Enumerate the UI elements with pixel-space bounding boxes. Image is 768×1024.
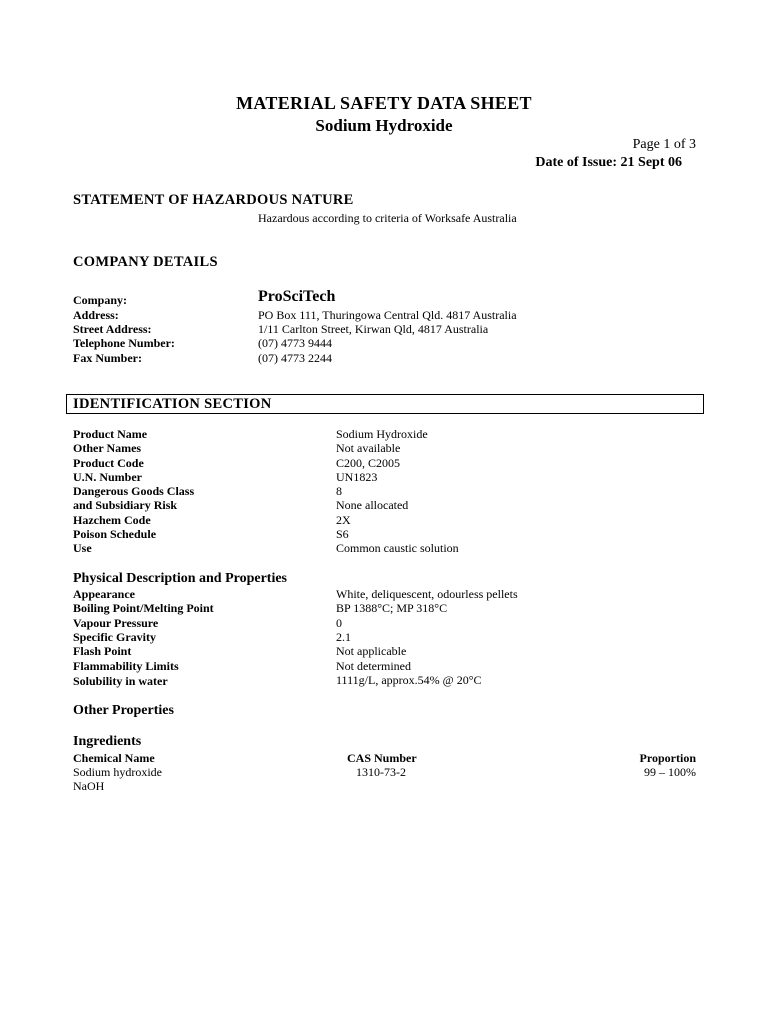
phys-label-specific-gravity: Specific Gravity — [73, 630, 156, 644]
street-address-value: 1/11 Carlton Street, Kirwan Qld, 4817 Australia — [258, 322, 489, 336]
phys-value-solubility: 1111g/L, approx.54% @ 20°C — [336, 673, 482, 687]
id-value-use: Common caustic solution — [336, 541, 459, 555]
phys-value-specific-gravity: 2.1 — [336, 630, 351, 644]
id-value-hazchem-code: 2X — [336, 513, 351, 527]
phys-value-flammability-limits: Not determined — [336, 659, 411, 673]
ingredient-cas: 1310-73-2 — [356, 765, 406, 779]
hazard-heading: STATEMENT OF HAZARDOUS NATURE — [73, 192, 354, 208]
ingredients-heading: Ingredients — [73, 734, 142, 749]
phys-label-boiling-melting: Boiling Point/Melting Point — [73, 601, 214, 615]
company-label: Company: — [73, 293, 128, 307]
id-label-product-code: Product Code — [73, 456, 144, 470]
ingredient-proportion: 99 – 100% — [644, 765, 696, 779]
id-label-subsidiary-risk: and Subsidiary Risk — [73, 498, 178, 512]
phys-label-appearance: Appearance — [73, 587, 135, 601]
phys-label-flammability-limits: Flammability Limits — [73, 659, 179, 673]
id-label-poison-schedule: Poison Schedule — [73, 527, 157, 541]
fax-label: Fax Number: — [73, 351, 142, 365]
phys-value-boiling-melting: BP 1388°C; MP 318°C — [336, 601, 448, 615]
ingredients-col-chemical-name: Chemical Name — [73, 751, 155, 765]
ingredients-col-cas-number: CAS Number — [347, 751, 417, 765]
id-value-product-code: C200, C2005 — [336, 456, 401, 470]
page-number: Page 1 of 3 — [632, 137, 696, 152]
id-label-un-number: U.N. Number — [73, 470, 142, 484]
address-value: PO Box 111, Thuringowa Central Qld. 4817 Australia — [258, 308, 517, 322]
ingredient-name: Sodium hydroxide — [73, 765, 162, 779]
id-label-dangerous-goods-class: Dangerous Goods Class — [73, 484, 195, 498]
physical-heading: Physical Description and Properties — [73, 571, 288, 586]
id-label-other-names: Other Names — [73, 441, 142, 455]
id-label-hazchem-code: Hazchem Code — [73, 513, 151, 527]
id-label-product-name: Product Name — [73, 427, 148, 441]
other-properties-heading: Other Properties — [73, 703, 174, 718]
id-value-un-number: UN1823 — [336, 470, 378, 484]
telephone-value: (07) 4773 9444 — [258, 336, 332, 350]
id-value-subsidiary-risk: None allocated — [336, 498, 409, 512]
document-title: MATERIAL SAFETY DATA SHEET — [236, 93, 532, 113]
id-value-dangerous-goods-class: 8 — [336, 484, 342, 498]
phys-value-appearance: White, deliquescent, odourless pellets — [336, 587, 518, 601]
id-value-other-names: Not available — [336, 441, 401, 455]
ingredient-formula: NaOH — [73, 779, 105, 793]
phys-value-vapour-pressure: 0 — [336, 616, 342, 630]
street-address-label: Street Address: — [73, 322, 152, 336]
id-value-poison-schedule: S6 — [336, 527, 349, 541]
phys-value-flash-point: Not applicable — [336, 644, 407, 658]
company-heading: COMPANY DETAILS — [73, 254, 218, 270]
issue-date: Date of Issue: 21 Sept 06 — [535, 155, 682, 170]
hazard-text: Hazardous according to criteria of Worksafe Australia — [258, 211, 517, 225]
identification-heading: IDENTIFICATION SECTION — [73, 396, 272, 412]
document-subtitle: Sodium Hydroxide — [315, 116, 453, 135]
fax-value: (07) 4773 2244 — [258, 351, 332, 365]
phys-label-solubility: Solubility in water — [73, 674, 168, 688]
identification-section-box — [66, 394, 704, 414]
ingredients-col-proportion: Proportion — [639, 751, 696, 765]
id-value-product-name: Sodium Hydroxide — [336, 427, 428, 441]
phys-label-flash-point: Flash Point — [73, 644, 132, 658]
company-name: ProSciTech — [258, 288, 336, 305]
address-label: Address: — [73, 308, 119, 322]
phys-label-vapour-pressure: Vapour Pressure — [73, 616, 159, 630]
id-label-use: Use — [73, 541, 92, 555]
telephone-label: Telephone Number: — [73, 336, 175, 350]
